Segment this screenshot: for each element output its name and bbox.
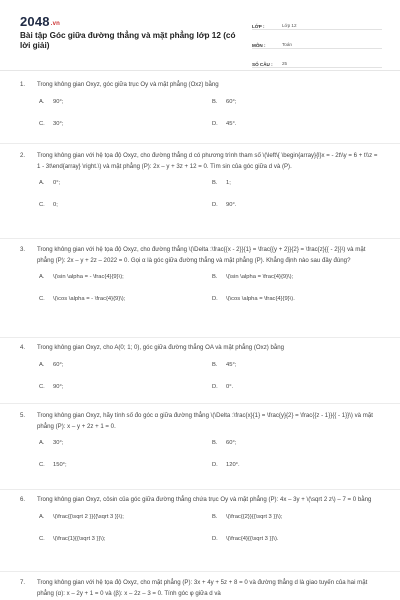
- meta-label-count: SỐ CÂU :: [252, 62, 273, 67]
- option-d: D. \(\cos \alpha = \frac{4}{9}\).: [212, 296, 295, 302]
- question-number: 4.: [20, 344, 26, 351]
- option-b: B. 60°;: [212, 98, 237, 105]
- option-b: B. 1;: [212, 180, 231, 186]
- question-number: 2.: [20, 152, 26, 159]
- question-1: [20, 80, 382, 135]
- meta-label-class: LỚP :: [252, 24, 265, 29]
- meta-row-count: [252, 52, 382, 68]
- question-5: [20, 411, 382, 476]
- option-d: D. 0°.: [212, 383, 234, 390]
- question-divider: [0, 489, 400, 490]
- question-divider: [0, 337, 400, 338]
- option-c: C. 30°;: [39, 120, 64, 127]
- option-a: A. 90°;: [39, 98, 64, 105]
- option-d: D. 120°.: [212, 462, 240, 468]
- option-b: B. \(\sin \alpha = \frac{4}{9}\);: [212, 274, 294, 280]
- option-a: A. 0°;: [39, 180, 61, 186]
- question-text: Trong không gian Oxyz, góc giữa trục Oy và mặt phẳng (Oxz) bằng: [37, 81, 219, 88]
- option-d: D. 45°.: [212, 120, 237, 127]
- option-a: A. 60°;: [39, 361, 64, 368]
- meta-info: [252, 14, 382, 71]
- question-text: Trong không gian với hệ tọa độ Oxyz, cho đường thẳng \(\Delta :\frac{{x - 2}}{1} = \frac{{y + 2}}{2} = \frac{z}{{ - 2}}\) và mặt phẳng (P): 2x – y + 2z – 2022 = 0. Gọi α là góc giữa đường thẳng và mặt phẳng (P). Khẳng định nào sau đây đúng?: [37, 246, 366, 264]
- question-divider: [0, 238, 400, 239]
- question-number: 7.: [20, 579, 26, 586]
- option-c: C. 0;: [39, 202, 58, 208]
- question-number: 3.: [20, 246, 26, 253]
- option-b: B. 45°;: [212, 361, 237, 368]
- question-4: [20, 343, 382, 398]
- question-text: Trong không gian với hệ tọa độ Oxyz, cho đường thẳng d có phương trình tham số \(\left\{ \begin{array}{l}x = - 2t\\y = 6 + t\\z = 1 - 3t\end{array} \right.\) và mặt phẳng (P): 2x – y + 3z + 12 = 0. Tìm sin của góc giữa d và (P).: [37, 152, 378, 170]
- meta-value-count: 25: [282, 61, 288, 66]
- question-divider: [0, 403, 400, 404]
- page-title: Bài tập Góc giữa đường thẳng và mặt phẳng lớp 12 (có lời giải): [20, 31, 236, 50]
- question-6: [20, 495, 382, 550]
- option-d: D. \(\frac{4}{{\sqrt 3 }}\).: [212, 535, 279, 542]
- option-c: C. 90°;: [39, 383, 64, 390]
- option-a: A. \(\frac{{\sqrt 2 }}{{\sqrt 3 }}\);: [39, 513, 124, 520]
- header-divider: [0, 70, 400, 71]
- meta-row-class: [252, 14, 382, 30]
- page-header: [0, 0, 400, 67]
- question-divider: [0, 571, 400, 572]
- question-text: Trong không gian Oxyz, côsin của góc giữa đường thẳng chứa trục Oy và mặt phẳng (P): 4x – 3y + \(\sqrt 2 z\) – 7 = 0 bằng: [37, 496, 372, 503]
- question-number: 1.: [20, 81, 26, 88]
- logo-text: 2048: [20, 14, 50, 29]
- option-d: D. 90°.: [212, 202, 237, 208]
- option-c: C. \(\frac{1}{{\sqrt 3 }}\);: [39, 535, 106, 542]
- question-divider: [0, 143, 400, 144]
- meta-value-subject: Toán: [282, 42, 292, 47]
- question-7: [20, 578, 382, 599]
- question-text: Trong không gian Oxyz, cho A(0; 1; 0), góc giữa đường thẳng OA và mặt phẳng (Oxz) bằng: [37, 344, 285, 351]
- option-a: A. \(\sin \alpha = - \frac{4}{9}\);: [39, 274, 124, 280]
- question-number: 5.: [20, 412, 26, 419]
- question-text: Trong không gian Oxyz, hãy tính số đo góc α giữa đường thẳng \(\Delta :\frac{x}{1} = \frac{y}{2} = \frac{{z - 1}}{{ - 1}}\) và mặt phẳng (P): x – y + 2z + 1 = 0.: [37, 412, 373, 430]
- option-a: A. 30°;: [39, 440, 64, 446]
- option-b: B. 60°;: [212, 440, 237, 446]
- logo-tld: .vn: [50, 21, 61, 27]
- question-text: Trong không gian với hệ tọa độ Oxyz, cho mặt phẳng (P): 3x + 4y + 5z + 8 = 0 và đường thẳng d là giao tuyến của hai mặt phẳng (α): x – 2y + 1 = 0 và (β): x – 2z – 3 = 0. Tính góc φ giữa d và: [37, 579, 368, 597]
- site-logo[interactable]: [20, 14, 60, 29]
- option-c: C. 150°;: [39, 462, 67, 468]
- option-b: B. \(\frac{{2}}{{\sqrt 3 }}\);: [212, 513, 283, 520]
- question-3: [20, 245, 382, 310]
- meta-value-class: Lớp 12: [282, 23, 297, 28]
- option-c: C. \(\cos \alpha = - \frac{4}{9}\);: [39, 296, 126, 302]
- question-number: 6.: [20, 496, 26, 503]
- meta-row-subject: [252, 33, 382, 49]
- question-2: [20, 151, 382, 216]
- meta-label-subject: MÔN :: [252, 43, 266, 48]
